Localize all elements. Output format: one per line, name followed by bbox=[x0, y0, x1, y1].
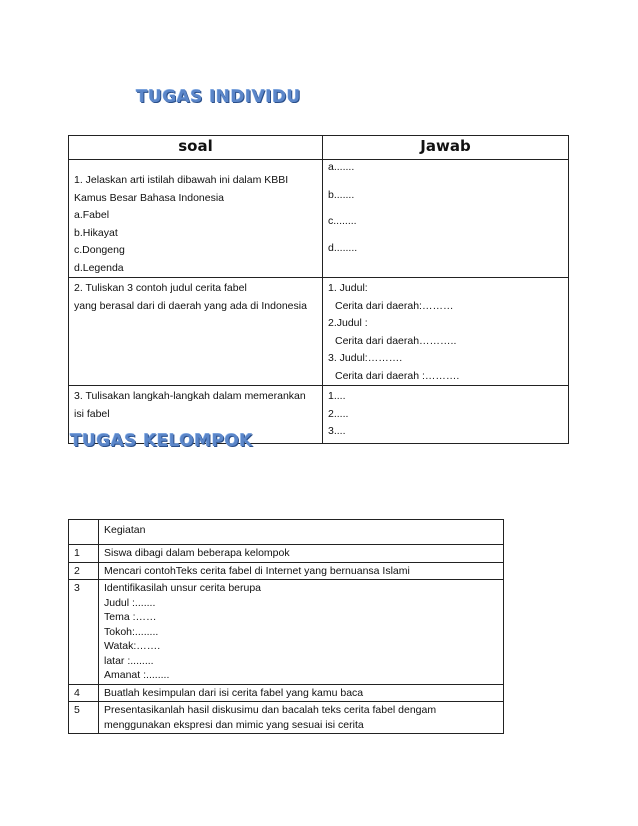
jawab-line: Cerita dari daerah:……… bbox=[335, 299, 454, 312]
activity-line: Tema :…… bbox=[104, 611, 157, 623]
row-number: 5 bbox=[69, 702, 99, 734]
jawab-line: Cerita dari daerah :………. bbox=[335, 369, 460, 382]
activity-line: Mencari contohTeks cerita fabel di Internet yang bernuansa Islami bbox=[104, 564, 410, 577]
header-jawab: Jawab bbox=[323, 136, 569, 160]
table-row bbox=[69, 562, 504, 580]
tugas-kelompok-table bbox=[68, 519, 504, 734]
table-header-row bbox=[69, 136, 569, 160]
soal-line: d.Legenda bbox=[74, 261, 124, 274]
jawab-line: 1. Judul: bbox=[328, 282, 368, 294]
jawab-line: b....... bbox=[328, 188, 355, 201]
jawab-line: 1.... bbox=[328, 390, 346, 402]
header-number-cell bbox=[69, 520, 99, 545]
jawab-cell-3 bbox=[323, 386, 569, 444]
tugas-kelompok-title: TUGAS KELOMPOK bbox=[70, 431, 253, 451]
activity-line: Amanat :........ bbox=[104, 669, 170, 681]
soal-line: c.Dongeng bbox=[74, 244, 125, 256]
jawab-cell-2 bbox=[323, 278, 569, 386]
jawab-line: a....... bbox=[328, 161, 355, 173]
jawab-line: 3. Judul:………. bbox=[328, 352, 403, 364]
jawab-line: Cerita dari daerah……….. bbox=[335, 334, 457, 347]
activity-line: Judul :....... bbox=[104, 596, 156, 609]
activity-line: Watak:……. bbox=[104, 640, 161, 652]
soal-line: a.Fabel bbox=[74, 209, 110, 221]
soal-line: isi fabel bbox=[74, 407, 110, 420]
jawab-line: c........ bbox=[328, 215, 357, 227]
jawab-line: 2..... bbox=[328, 407, 349, 420]
row-number: 1 bbox=[69, 545, 99, 563]
row-activity bbox=[99, 545, 504, 563]
row-activity bbox=[99, 562, 504, 580]
table-row bbox=[69, 545, 504, 563]
soal-cell-2 bbox=[69, 278, 323, 386]
table-row bbox=[69, 684, 504, 702]
soal-line: b.Hikayat bbox=[74, 226, 118, 239]
soal-line: Kamus Besar Bahasa Indonesia bbox=[74, 191, 225, 204]
row-number: 3 bbox=[69, 580, 99, 685]
soal-cell-1 bbox=[69, 160, 323, 278]
header-kegiatan: Kegiatan bbox=[99, 520, 504, 545]
table-row bbox=[69, 702, 504, 734]
row-activity bbox=[99, 702, 504, 734]
table-header-row bbox=[69, 520, 504, 545]
table-row bbox=[69, 580, 504, 685]
table-row bbox=[69, 278, 569, 386]
activity-line: menggunakan ekspresi dan mimic yang sesuai isi cerita bbox=[104, 718, 364, 731]
jawab-line: 3.... bbox=[328, 425, 346, 437]
soal-line: 3. Tulisakan langkah-langkah dalam memerankan bbox=[74, 390, 306, 402]
soal-line: 1. Jelaskan arti istilah dibawah ini dalam KBBI bbox=[74, 174, 289, 186]
activity-line: Tokoh:........ bbox=[104, 625, 159, 638]
tugas-individu-title: TUGAS INDIVIDU bbox=[136, 87, 301, 107]
table-row bbox=[69, 160, 569, 278]
activity-line: Siswa dibagi dalam beberapa kelompok bbox=[104, 547, 290, 559]
soal-line: yang berasal dari di daerah yang ada di Indonesia bbox=[74, 299, 307, 312]
header-soal: soal bbox=[69, 136, 323, 160]
soal-line: 2. Tuliskan 3 contoh judul cerita fabel bbox=[74, 282, 247, 294]
tugas-individu-table bbox=[68, 135, 569, 444]
row-activity bbox=[99, 580, 504, 685]
jawab-line: 2.Judul : bbox=[328, 317, 368, 329]
activity-line: Presentasikanlah hasil diskusimu dan bacalah teks cerita fabel dengam bbox=[104, 704, 437, 716]
activity-line: Buatlah kesimpulan dari isi cerita fabel yang kamu baca bbox=[104, 686, 364, 699]
activity-line: latar :........ bbox=[104, 654, 154, 667]
jawab-cell-1 bbox=[323, 160, 569, 278]
jawab-line: d........ bbox=[328, 241, 358, 254]
row-number: 4 bbox=[69, 684, 99, 702]
row-activity bbox=[99, 684, 504, 702]
row-number: 2 bbox=[69, 562, 99, 580]
activity-line: Identifikasilah unsur cerita berupa bbox=[104, 582, 262, 594]
